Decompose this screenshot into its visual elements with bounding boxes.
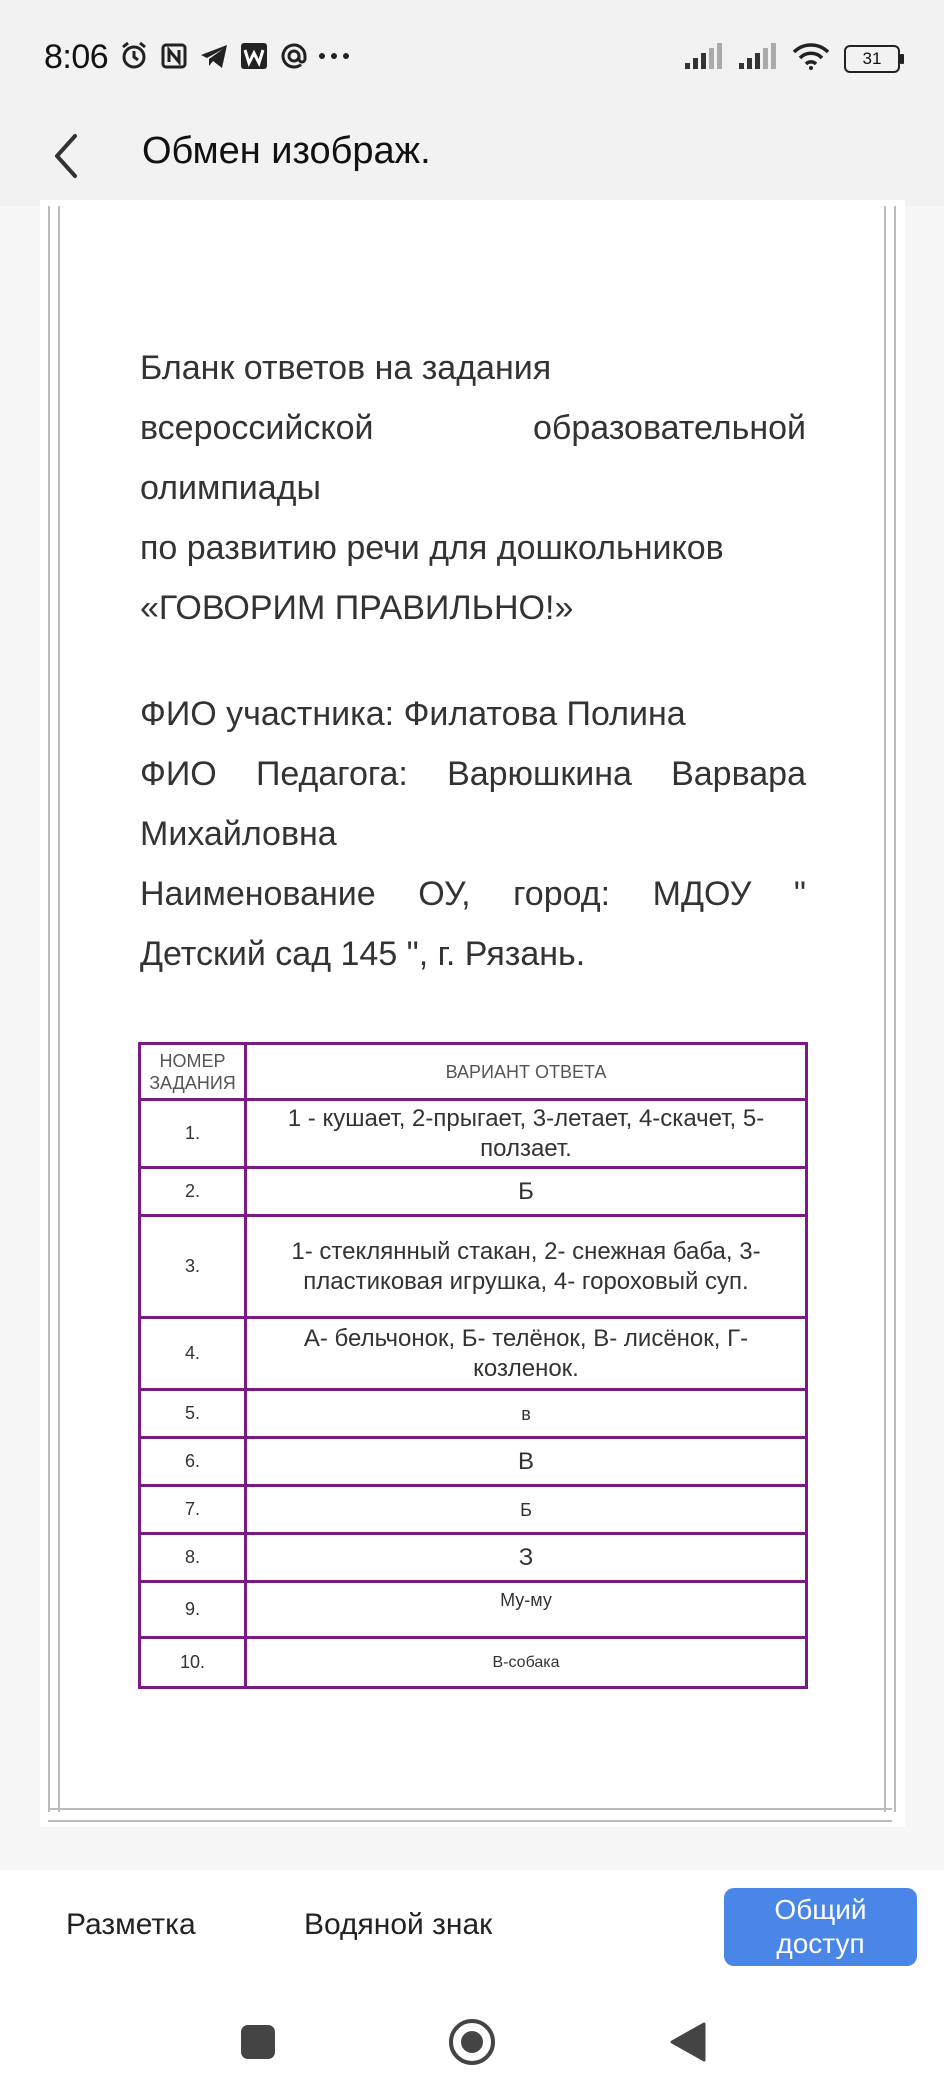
table-row [140, 1438, 807, 1486]
chevron-left-icon [51, 132, 81, 180]
watermark-button[interactable]: Водяной знак [304, 1908, 493, 1941]
page-border-left [48, 206, 60, 1812]
back-button[interactable] [42, 126, 90, 186]
task-answer: А- бельчонок, Б- телёнок, В- лисёнок, Г- козленок. [246, 1318, 807, 1390]
square-icon [239, 2023, 277, 2061]
clock: 8:06 [44, 38, 109, 76]
recent-apps-button[interactable] [232, 2016, 284, 2068]
table-row [140, 1390, 807, 1438]
wifi-icon [792, 42, 830, 75]
more-dots-icon [318, 40, 350, 72]
table-row [140, 1216, 807, 1318]
table-row [140, 1318, 807, 1390]
w-app-icon [238, 40, 270, 72]
table-row [140, 1534, 807, 1582]
heading-line: олимпиады [140, 469, 321, 507]
teacher-word: ФИО [140, 755, 217, 793]
back-nav-button[interactable] [662, 2016, 714, 2068]
column-header-answer: ВАРИАНТ ОТВЕТА [246, 1044, 807, 1100]
table-header-row [140, 1044, 807, 1100]
teacher-line [140, 744, 806, 804]
system-nav-bar [0, 1982, 944, 2098]
heading-word: образовательной [533, 409, 806, 447]
telegram-icon [198, 40, 230, 72]
app-header [0, 110, 944, 206]
table-row [140, 1582, 807, 1638]
task-number: 10. [140, 1638, 246, 1688]
table-row [140, 1100, 807, 1168]
teacher-line-2: Михайловна [140, 815, 337, 853]
org-word: Наименование [140, 875, 376, 913]
status-bar [0, 0, 944, 110]
task-number: 1. [140, 1100, 246, 1168]
document-heading [140, 338, 806, 638]
share-button-label: Общий доступ [774, 1894, 867, 1959]
org-word: город: [513, 875, 611, 913]
teacher-word: Варюшкина [447, 755, 632, 793]
task-answer: в [246, 1390, 807, 1438]
org-word: ОУ, [418, 875, 471, 913]
triangle-back-icon [668, 2021, 708, 2063]
task-answer: В [246, 1438, 807, 1486]
organization-line [140, 864, 806, 924]
nfc-icon [158, 40, 190, 72]
at-icon [278, 40, 310, 72]
system-indicators [684, 42, 900, 75]
organization-line-2: Детский сад 145 ", г. Рязань. [140, 935, 586, 973]
participant-info [140, 684, 806, 984]
share-button[interactable] [724, 1888, 917, 1966]
page-border-right [884, 206, 896, 1812]
page-title: Обмен изображ. [142, 130, 431, 172]
signal-icon-2 [738, 43, 778, 74]
alarm-icon [118, 40, 150, 72]
heading-line: Бланк ответов на задания [140, 349, 552, 387]
org-word: МДОУ [652, 875, 752, 913]
teacher-word: Варвара [671, 755, 806, 793]
task-number: 2. [140, 1168, 246, 1216]
heading-line: по развитию речи для дошкольников [140, 529, 724, 567]
task-number: 3. [140, 1216, 246, 1318]
page-border-bottom [48, 1808, 892, 1822]
task-number: 4. [140, 1318, 246, 1390]
heading-line [140, 398, 806, 458]
bottom-toolbar [0, 1870, 944, 1982]
markup-button[interactable]: Разметка [66, 1908, 196, 1941]
battery-indicator: 31 [844, 45, 900, 73]
task-answer: Б [246, 1486, 807, 1534]
notification-icons [118, 40, 350, 72]
task-answer: Му-му [246, 1582, 807, 1638]
task-answer: 1 - кушает, 2-прыгает, 3-летает, 4-скачет, 5-ползает. [246, 1100, 807, 1168]
table-row [140, 1638, 807, 1688]
table-row [140, 1486, 807, 1534]
column-header-number: НОМЕР ЗАДАНИЯ [140, 1044, 246, 1100]
heading-word: всероссийской [140, 409, 374, 447]
task-number: 8. [140, 1534, 246, 1582]
org-word: " [793, 875, 806, 913]
participant-name: ФИО участника: Филатова Полина [140, 695, 686, 733]
table-row [140, 1168, 807, 1216]
task-answer: З [246, 1534, 807, 1582]
home-button[interactable] [446, 2016, 498, 2068]
teacher-word: Педагога: [255, 755, 408, 793]
heading-line: «ГОВОРИМ ПРАВИЛЬНО!» [140, 589, 574, 627]
signal-icon [684, 43, 724, 74]
task-number: 7. [140, 1486, 246, 1534]
home-circle-icon [447, 2017, 497, 2067]
answers-table [138, 1042, 808, 1689]
task-number: 6. [140, 1438, 246, 1486]
task-answer: 1- стеклянный стакан, 2- снежная баба, 3- пластиковая игрушка, 4- гороховый суп. [246, 1216, 807, 1318]
task-answer: Б [246, 1168, 807, 1216]
task-answer: В-собака [246, 1638, 807, 1688]
task-number: 9. [140, 1582, 246, 1638]
task-number: 5. [140, 1390, 246, 1438]
